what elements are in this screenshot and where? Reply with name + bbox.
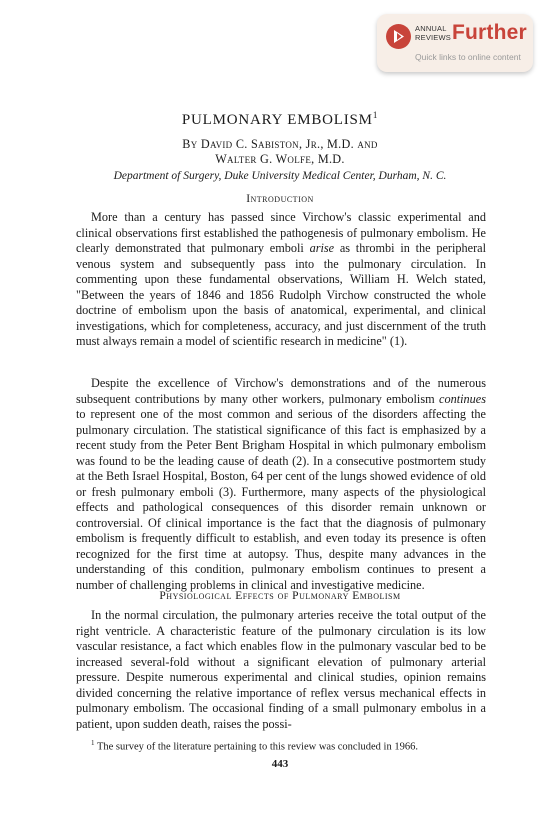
footnote-text: The survey of the literature pertaining to this review was concluded in 1966. xyxy=(96,741,418,753)
article-title xyxy=(0,110,560,129)
annual-reviews-label xyxy=(415,25,451,42)
author-line-2-text: Walter G. Wolfe, M.D. xyxy=(215,152,345,166)
author-line-2 xyxy=(0,152,560,167)
page-number: 443 xyxy=(271,758,289,770)
quick-links-label[interactable]: Quick links to online content xyxy=(415,52,521,62)
introduction-heading: Introduction xyxy=(246,193,314,205)
author-line-1 xyxy=(0,137,560,152)
intro-paragraph-2: Despite the excellence of Virchow's demonstrations and of the numerous subsequent contributions by many other workers, pulmonary embolism continues to represent one of the most common and serious of the disorders affecting the pulmonary circulation. The statistical significance of this fact is emphasized by a recent study from the Peter Bent Brigham Hospital in which pulmonary embolism was found to be the leading cause of death (2). In a consecutive postmortem study at the Beth Israel Hospital, Boston, 64 per cent of the lungs showed evidence of old or fresh pulmonary emboli (3). Furthermore, many aspects of the physiological effects and pathological consequences of this disorder remain unknown or controversial. Of clinical importance is the fact that the diagnosis of pulmonary embolism is frequently difficult to establish, and even today its presence is often recognized for the first time at autopsy. Thus, despite many advances in the understanding of this condition, pulmonary embolism continues to present a number of challenging problems in clinical and investigative medicine. xyxy=(76,376,486,592)
title-footnote-mark: 1 xyxy=(372,110,379,120)
further-badge[interactable] xyxy=(377,14,533,72)
department-affiliation: Department of Surgery, Duke University Medical Center, Durham, N. C. xyxy=(113,170,447,182)
intro-paragraph-1: More than a century has passed since Virchow's classic experimental and clinical observations first established the pathogenesis of pulmonary embolism. He clearly demonstrated that pulmonary emboli arise as thrombi in the peripheral venous system and subsequently pass into the pulmonary circulation. In commenting upon these fundamental observations, William H. Welch stated, "Between the years of 1846 and 1856 Rudolph Virchow constructed the whole doctrine of embolism upon the basis of anatomical, experimental, and clinical investigations, which for completeness, accuracy, and just discernment of the truth must always remain a model of scientific research in medicine" (1). xyxy=(76,210,487,348)
physiological-paragraph-1: In the normal circulation, the pulmonary arteries receive the total output of the right ventricle. A characteristic feature of the pulmonary circulation is its low vascular resistance, a fact which enables flow in the pulmonary vascular bed to be increased several-fold without a significant elevation of pulmonary arterial pressure. Despite numerous experimental and clinical studies, opinion remains divided concerning the relative importance of reflex versus mechanical effects in pulmonary embolism. The occasional finding of a small pulmonary embolus in a patient, upon sudden death, raises the possi- xyxy=(76,608,486,731)
author-line-1-text: By David C. Sabiston, Jr., M.D. and xyxy=(182,137,378,151)
footnote xyxy=(76,739,486,753)
annual-reviews-logo-icon xyxy=(386,24,411,49)
reviews-text: REVIEWS xyxy=(415,32,451,42)
annual-text: ANNUAL xyxy=(415,24,447,33)
further-label[interactable]: Further xyxy=(452,21,527,44)
title-text: PULMONARY EMBOLISM xyxy=(181,112,373,128)
physiological-effects-heading: Physiological Effects of Pulmonary Embolism xyxy=(159,590,401,602)
footnote-mark: 1 xyxy=(91,739,95,747)
